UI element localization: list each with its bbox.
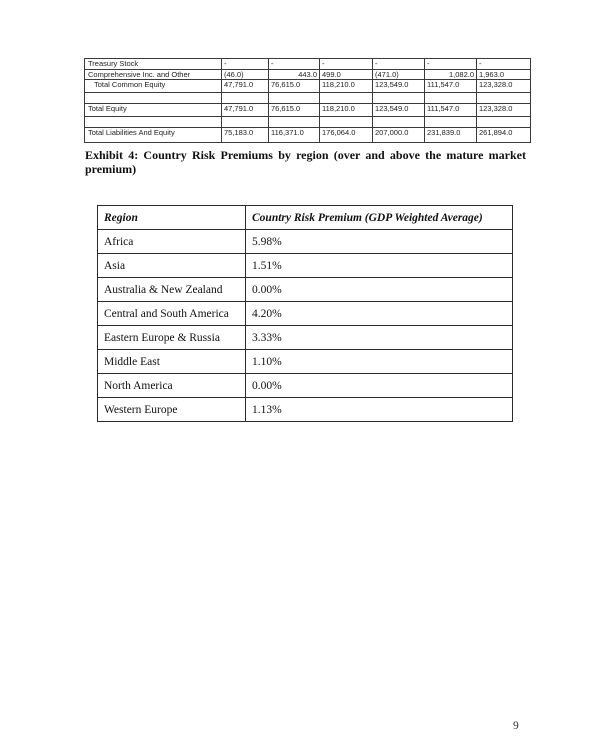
risk-table-rows bbox=[98, 230, 513, 422]
financial-value-cell bbox=[269, 117, 320, 128]
risk-region-cell: Australia & New Zealand bbox=[98, 278, 246, 302]
financial-value-cell: 111,547.0 bbox=[425, 80, 477, 93]
financial-value-cell: 118,210.0 bbox=[320, 104, 373, 117]
financial-value-cell: - bbox=[373, 59, 425, 70]
financial-value-cell bbox=[477, 93, 531, 104]
financial-value-cell: 47,791.0 bbox=[222, 104, 269, 117]
financial-table-row bbox=[85, 117, 531, 128]
risk-table-header-region: Region bbox=[98, 206, 246, 230]
financial-value-cell bbox=[373, 93, 425, 104]
financial-table-row bbox=[85, 69, 531, 80]
risk-premium-cell: 0.00% bbox=[246, 278, 513, 302]
risk-premium-cell: 1.51% bbox=[246, 254, 513, 278]
financial-value-cell: 47,791.0 bbox=[222, 80, 269, 93]
risk-table-row bbox=[98, 230, 513, 254]
risk-table-row bbox=[98, 278, 513, 302]
risk-premium-cell: 1.13% bbox=[246, 398, 513, 422]
risk-table-row bbox=[98, 254, 513, 278]
financial-value-cell: 123,549.0 bbox=[373, 104, 425, 117]
financial-statement-rows bbox=[85, 59, 531, 143]
financial-value-cell: 443.0 bbox=[269, 69, 320, 80]
risk-premium-cell: 4.20% bbox=[246, 302, 513, 326]
risk-premium-cell: 5.98% bbox=[246, 230, 513, 254]
financial-value-cell bbox=[320, 93, 373, 104]
risk-table-header-row bbox=[98, 206, 513, 230]
risk-table-row bbox=[98, 302, 513, 326]
financial-value-cell bbox=[373, 117, 425, 128]
financial-value-cell: - bbox=[320, 59, 373, 70]
risk-region-cell: Middle East bbox=[98, 350, 246, 374]
financial-value-cell: 76,615.0 bbox=[269, 104, 320, 117]
financial-table-row bbox=[85, 128, 531, 143]
page-number: 9 bbox=[513, 720, 519, 732]
financial-value-cell bbox=[269, 93, 320, 104]
financial-table-row bbox=[85, 93, 531, 104]
financial-value-cell bbox=[425, 93, 477, 104]
financial-value-cell: 118,210.0 bbox=[320, 80, 373, 93]
risk-region-cell: Western Europe bbox=[98, 398, 246, 422]
financial-value-cell bbox=[425, 117, 477, 128]
financial-value-cell bbox=[320, 117, 373, 128]
financial-value-cell: 76,615.0 bbox=[269, 80, 320, 93]
risk-table-row bbox=[98, 350, 513, 374]
country-risk-premium-table bbox=[97, 205, 513, 422]
financial-value-cell: 116,371.0 bbox=[269, 128, 320, 143]
risk-region-cell: Central and South America bbox=[98, 302, 246, 326]
risk-region-cell: Asia bbox=[98, 254, 246, 278]
financial-value-cell: 1,082.0 bbox=[425, 69, 477, 80]
financial-table-row bbox=[85, 80, 531, 93]
financial-value-cell: 111,547.0 bbox=[425, 104, 477, 117]
financial-value-cell: 231,839.0 bbox=[425, 128, 477, 143]
financial-value-cell: 499.0 bbox=[320, 69, 373, 80]
financial-table-row bbox=[85, 104, 531, 117]
financial-value-cell: 261,894.0 bbox=[477, 128, 531, 143]
financial-value-cell: - bbox=[477, 59, 531, 70]
financial-value-cell: 123,549.0 bbox=[373, 80, 425, 93]
financial-value-cell: 207,000.0 bbox=[373, 128, 425, 143]
risk-table-row bbox=[98, 398, 513, 422]
risk-premium-cell: 1.10% bbox=[246, 350, 513, 374]
exhibit-4-heading: Exhibit 4: Country Risk Premiums by region (over and above the mature market premium) bbox=[85, 148, 526, 176]
financial-value-cell: - bbox=[425, 59, 477, 70]
risk-table-header-premium: Country Risk Premium (GDP Weighted Average) bbox=[246, 206, 513, 230]
financial-value-cell: (471.0) bbox=[373, 69, 425, 80]
financial-statement-table bbox=[84, 58, 531, 143]
financial-value-cell: (46.0) bbox=[222, 69, 269, 80]
financial-value-cell: - bbox=[269, 59, 320, 70]
financial-value-cell: 1,963.0 bbox=[477, 69, 531, 80]
risk-premium-cell: 0.00% bbox=[246, 374, 513, 398]
financial-value-cell bbox=[222, 117, 269, 128]
financial-row-label bbox=[85, 117, 222, 128]
financial-value-cell: 123,328.0 bbox=[477, 104, 531, 117]
risk-region-cell: Africa bbox=[98, 230, 246, 254]
risk-region-cell: Eastern Europe & Russia bbox=[98, 326, 246, 350]
financial-value-cell: 75,183.0 bbox=[222, 128, 269, 143]
financial-value-cell bbox=[477, 117, 531, 128]
risk-table-row bbox=[98, 326, 513, 350]
financial-row-label: Total Common Equity bbox=[85, 80, 222, 93]
financial-row-label bbox=[85, 93, 222, 104]
financial-row-label: Total Liabilities And Equity bbox=[85, 128, 222, 143]
financial-row-label: Comprehensive Inc. and Other bbox=[85, 69, 222, 80]
financial-value-cell: 176,064.0 bbox=[320, 128, 373, 143]
financial-value-cell: - bbox=[222, 59, 269, 70]
financial-value-cell: 123,328.0 bbox=[477, 80, 531, 93]
financial-row-label: Total Equity bbox=[85, 104, 222, 117]
financial-row-label: Treasury Stock bbox=[85, 59, 222, 70]
risk-region-cell: North America bbox=[98, 374, 246, 398]
risk-premium-cell: 3.33% bbox=[246, 326, 513, 350]
risk-table-row bbox=[98, 374, 513, 398]
financial-table-row bbox=[85, 59, 531, 70]
financial-value-cell bbox=[222, 93, 269, 104]
